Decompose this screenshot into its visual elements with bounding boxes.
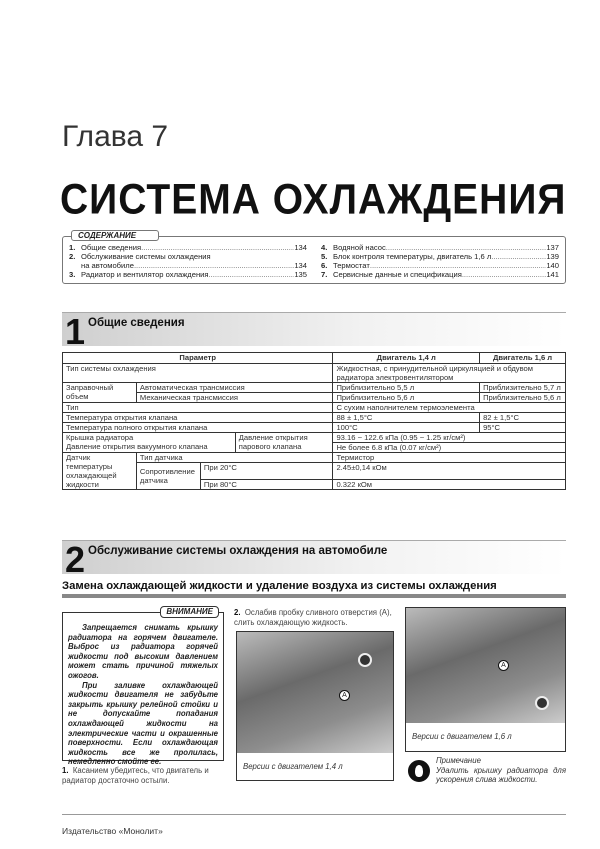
note-text: Удалить крышку радиатора для ускорения слива жидкости. <box>436 765 566 784</box>
cell: Автоматическая трансмиссия <box>136 383 333 393</box>
warning-box <box>62 607 224 767</box>
section-title: Обслуживание системы охлаждения на автомобиле <box>88 545 388 557</box>
col-header: Двигатель 1,6 л <box>480 353 566 364</box>
photo-image <box>237 632 393 753</box>
table-row <box>63 393 566 403</box>
step-number: 1. <box>62 766 69 775</box>
toc-page: 139 <box>546 252 559 261</box>
toc-item-cont[interactable] <box>69 261 307 270</box>
cell: Приблизительно 5,5 л <box>333 383 480 393</box>
toc-page: 140 <box>546 261 559 270</box>
toc-text: Обслуживание системы охлаждения <box>81 252 211 261</box>
cell: Крышка радиатора Давление открытия вакуумного клапана <box>63 433 236 453</box>
cell: Тип датчика <box>136 453 333 463</box>
cell: 0.322 кОм <box>333 480 566 490</box>
cell: При 80°С <box>200 480 333 490</box>
cell: 88 ± 1,5°С <box>333 413 480 423</box>
cell: Приблизительно 5,6 л <box>480 393 566 403</box>
cell: Жидкостная, с принудительной циркуляцией и обдувом радиатора электровентилятором <box>333 364 566 383</box>
footer-divider <box>62 814 566 815</box>
cell: С сухим наполнителем термоэлемента <box>333 403 566 413</box>
toc-num: 2. <box>69 252 76 261</box>
warning-text: Запрещается снимать крышку радиатора на горячем двигателе. Выброс из радиатора горячей жидкости под высоким давлением может стать причиной тяжелых ожогов. <box>68 623 218 680</box>
table-header-row <box>63 353 566 364</box>
cell: Приблизительно 5,7 л <box>480 383 566 393</box>
toc-num: 6. <box>321 261 328 270</box>
toc-page: 135 <box>294 270 307 279</box>
note <box>436 756 566 785</box>
toc-text: Радиатор и вентилятор охлаждения <box>81 270 209 279</box>
step-text: Касанием убедитесь, что двигатель и радиатор достаточно остыли. <box>62 766 209 785</box>
cell: Не более 6.8 кПа (0.07 кг/см²) <box>333 443 566 453</box>
callout-a: A <box>339 690 350 701</box>
toc-text: Водяной насос <box>333 243 386 252</box>
toc-num: 7. <box>321 270 328 279</box>
toc-text: Сервисные данные и спецификация <box>333 270 462 279</box>
table-row <box>63 423 566 433</box>
cell: Тип <box>63 403 333 413</box>
watermark-logo-icon <box>535 696 549 710</box>
table-row <box>63 463 566 480</box>
cell: 95°С <box>480 423 566 433</box>
toc-num: 4. <box>321 243 328 252</box>
toc-item[interactable] <box>69 270 307 279</box>
photo-engine-1-4 <box>236 631 394 781</box>
photo-engine-1-6 <box>405 607 566 752</box>
toc-item[interactable] <box>69 243 307 252</box>
section-number: 1 <box>65 311 86 352</box>
spec-table <box>62 352 566 490</box>
cell: Механическая трансмиссия <box>136 393 333 403</box>
toc-page: 134 <box>294 243 307 252</box>
toc-text: на автомобиле <box>81 261 134 270</box>
note-title: Примечание <box>436 756 481 765</box>
toc-page: 137 <box>546 243 559 252</box>
col-header: Параметр <box>63 353 333 364</box>
cell: Давление открытия парового клапана <box>235 433 333 453</box>
subheading: Замена охлаждающей жидкости и удаление воздуха из системы охлаждения <box>62 580 566 598</box>
table-row <box>63 364 566 383</box>
toc-text: Блок контроля температуры, двигатель 1,6 л <box>333 252 492 261</box>
cell: Температура полного открытия клапана <box>63 423 333 433</box>
lightbulb-icon <box>408 760 430 782</box>
section-2-header <box>62 539 566 580</box>
watermark-logo-icon <box>358 653 372 667</box>
toc-num: 1. <box>69 243 76 252</box>
cell: Датчик температуры охлаждающей жидкости <box>63 453 137 490</box>
cell: 100°С <box>333 423 480 433</box>
publisher-footer: Издательство «Монолит» <box>62 826 163 836</box>
cell: 82 ± 1,5°С <box>480 413 566 423</box>
step-number: 2. <box>234 608 241 617</box>
cell: 2.45±0,14 кОм <box>333 463 566 480</box>
photo-caption: Версии с двигателем 1,4 л <box>243 762 343 771</box>
cell: Термистор <box>333 453 566 463</box>
toc-page: 134 <box>294 261 307 270</box>
table-of-contents <box>62 231 566 284</box>
toc-text: Общие сведения <box>81 243 142 252</box>
step-1 <box>62 766 226 785</box>
table-row <box>63 403 566 413</box>
cell: Заправочный объем <box>63 383 137 403</box>
toc-label: СОДЕРЖАНИЕ <box>71 230 159 241</box>
table-row <box>63 433 566 443</box>
toc-item[interactable] <box>321 270 559 279</box>
section-title: Общие сведения <box>88 317 185 329</box>
cell: Приблизительно 5,6 л <box>333 393 480 403</box>
toc-page: 141 <box>546 270 559 279</box>
step-text: Ослабив пробку сливного отверстия (А), слить охлаждающую жидкость. <box>234 608 392 627</box>
toc-item[interactable] <box>321 252 559 261</box>
chapter-label: Глава 7 <box>62 120 169 153</box>
toc-item[interactable] <box>321 243 559 252</box>
page-title: СИСТЕМА ОХЛАЖДЕНИЯ <box>60 176 567 224</box>
cell: При 20°С <box>200 463 333 480</box>
toc-num: 5. <box>321 252 328 261</box>
table-row <box>63 453 566 463</box>
table-row <box>63 383 566 393</box>
toc-num: 3. <box>69 270 76 279</box>
step-2 <box>234 608 398 627</box>
cell: 93.16 ~ 122.6 кПа (0.95 ~ 1.25 кг/см²) <box>333 433 566 443</box>
cell: Сопротивление датчика <box>136 463 200 490</box>
col-header: Двигатель 1,4 л <box>333 353 480 364</box>
warning-text: При заливке охлаждающей жидкости двигателя не забудьте закрыть крышку релейной стойки и не допускайте попадания охлаждающей жидкости на электрические части и окрашенные поверхности. Если охлаждающая жидкость все же пролилась, немедленно смойте ее. <box>68 680 218 767</box>
toc-item[interactable] <box>69 252 307 261</box>
cell: Температура открытия клапана <box>63 413 333 423</box>
section-number: 2 <box>65 539 86 580</box>
cell: Тип системы охлаждения <box>63 364 333 383</box>
callout-a: A <box>498 660 509 671</box>
warning-label: ВНИМАНИЕ <box>160 606 219 618</box>
toc-text: Термостат <box>333 261 370 270</box>
photo-caption: Версии с двигателем 1,6 л <box>412 732 512 741</box>
section-1-header <box>62 311 566 352</box>
toc-item[interactable] <box>321 261 559 270</box>
table-row <box>63 413 566 423</box>
